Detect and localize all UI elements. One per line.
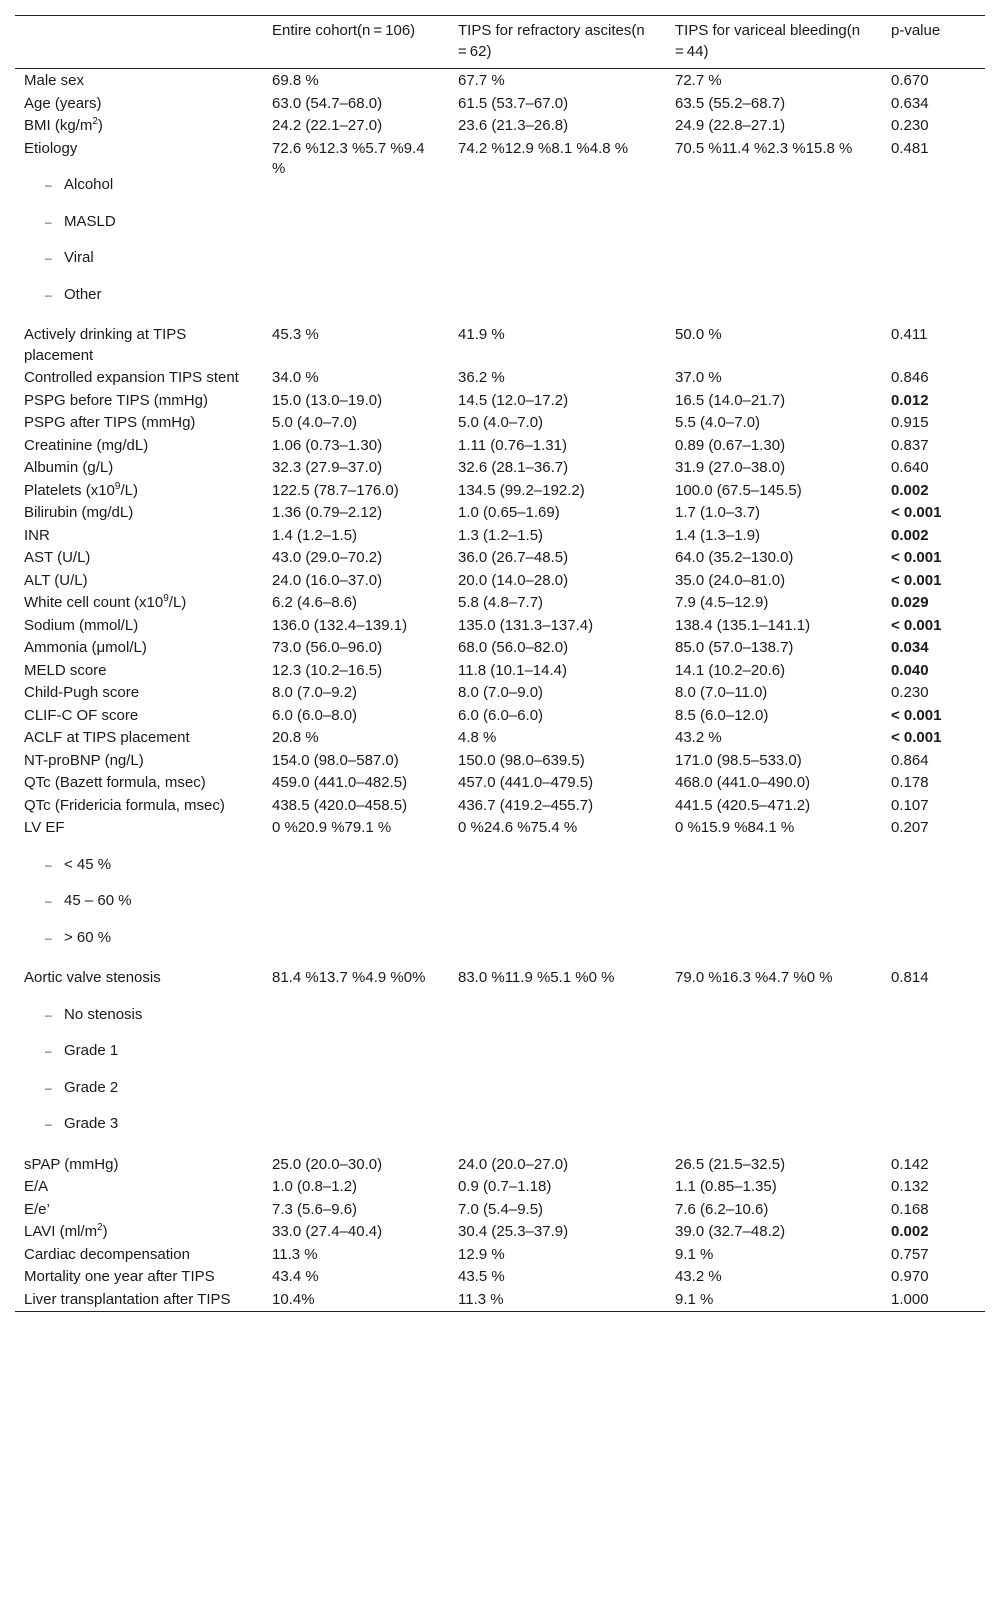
- p-value: < 0.001: [891, 549, 942, 566]
- variceal-bleeding-value: 50.0 %: [675, 326, 722, 343]
- entire-cohort-value: 12.3 (10.2–16.5): [272, 661, 383, 679]
- row-label-cell: [15, 324, 263, 367]
- header-cell-blank: [15, 16, 263, 69]
- refractory-ascites-value: 32.6 (28.1–36.7): [458, 459, 569, 476]
- entire-cohort-value: 34.0 %: [272, 369, 319, 386]
- table-row: [15, 93, 985, 116]
- refractory-ascites-value: 68.0 (56.0–82.0): [458, 639, 569, 656]
- header-cell-variceal-bleeding: TIPS for variceal bleeding(n = 44): [675, 22, 864, 60]
- variceal-bleeding-value: 26.5 (21.5–32.5): [675, 1155, 786, 1173]
- row-label-cell: [15, 750, 263, 773]
- entire-cohort-value: 72.6 %12.3 %5.7 %9.4 %: [272, 139, 425, 177]
- sub-category-item: – > 60 %: [64, 912, 255, 949]
- entire-cohort-value: 11.3 %: [272, 1245, 318, 1263]
- table-row: [15, 547, 985, 570]
- row-label-cell: [15, 502, 263, 525]
- variceal-bleeding-value: 35.0 (24.0–81.0): [675, 571, 786, 589]
- entire-cohort-value: 8.0 (7.0–9.2): [272, 684, 358, 701]
- refractory-ascites-value: 8.0 (7.0–9.0): [458, 684, 544, 701]
- row-label-superscript: 9: [114, 480, 121, 492]
- table-row: [15, 525, 985, 548]
- table-row: [15, 1199, 985, 1222]
- p-value: 0.846: [891, 369, 929, 386]
- row-label: Creatinine (mg/dL): [24, 436, 149, 454]
- row-label: QTc (Fridericia formula, msec): [24, 796, 225, 814]
- p-value: < 0.001: [891, 616, 942, 634]
- row-label-cell: [15, 682, 263, 705]
- variceal-bleeding-value: 1.1 (0.85–1.35): [675, 1178, 777, 1195]
- row-label: Platelets (x10: [24, 481, 115, 499]
- variceal-bleeding-value: 171.0 (98.5–533.0): [675, 751, 802, 769]
- table-row: [15, 412, 985, 435]
- row-label-cell: [15, 570, 263, 593]
- variceal-bleeding-value: 441.5 (420.5–471.2): [675, 796, 811, 814]
- refractory-ascites-value: 36.2 %: [458, 369, 505, 386]
- table-row: [15, 592, 985, 615]
- refractory-ascites-value: 11.8 (10.1–14.4): [458, 661, 567, 679]
- row-label: Actively drinking at TIPS placement: [24, 326, 187, 364]
- header-row: [15, 16, 985, 69]
- p-value: < 0.001: [891, 504, 942, 521]
- entire-cohort-value: 81.4 %13.7 %4.9 %0%: [272, 969, 426, 986]
- p-value: 0.132: [891, 1178, 929, 1195]
- entire-cohort-value: 5.0 (4.0–7.0): [272, 414, 358, 431]
- refractory-ascites-value: 67.7 %: [458, 72, 505, 89]
- refractory-ascites-value: 74.2 %12.9 %8.1 %4.8 %: [458, 139, 629, 157]
- row-label: NT-proBNP (ng/L): [24, 751, 144, 769]
- entire-cohort-value: 43.4 %: [272, 1268, 319, 1285]
- row-label: Cardiac decompensation: [24, 1245, 190, 1263]
- table-row: [15, 967, 985, 1154]
- table-row: [15, 1221, 985, 1244]
- row-label-cell: [15, 1289, 263, 1312]
- entire-cohort-value: 154.0 (98.0–587.0): [272, 751, 399, 769]
- entire-cohort-value: 1.4 (1.2–1.5): [272, 526, 358, 544]
- entire-cohort-value: 73.0 (56.0–96.0): [272, 639, 383, 656]
- row-label-cell: [15, 390, 263, 413]
- table-row: [15, 1176, 985, 1199]
- row-label: Bilirubin (mg/dL): [24, 504, 134, 521]
- entire-cohort-value: 122.5 (78.7–176.0): [272, 481, 399, 499]
- entire-cohort-value: 24.2 (22.1–27.0): [272, 117, 383, 134]
- variceal-bleeding-value: 1.7 (1.0–3.7): [675, 504, 761, 521]
- row-label: ACLF at TIPS placement: [24, 729, 190, 746]
- refractory-ascites-value: 43.5 %: [458, 1268, 505, 1285]
- row-label-cell: [15, 967, 263, 1154]
- p-value: 0.634: [891, 94, 929, 112]
- p-value: 0.002: [891, 526, 929, 544]
- entire-cohort-value: 20.8 %: [272, 729, 319, 746]
- refractory-ascites-value: 61.5 (53.7–67.0): [458, 94, 569, 112]
- header-cell-p-value: p-value: [891, 22, 941, 39]
- refractory-ascites-value: 1.3 (1.2–1.5): [458, 526, 544, 544]
- refractory-ascites-value: 36.0 (26.7–48.5): [458, 549, 569, 566]
- row-label-cell: [15, 525, 263, 548]
- variceal-bleeding-value: 37.0 %: [675, 369, 722, 386]
- row-label-cell: [15, 615, 263, 638]
- row-label-cell: [15, 795, 263, 818]
- row-label-cell: [15, 367, 263, 390]
- row-label: E/A: [24, 1178, 49, 1195]
- p-value: < 0.001: [891, 571, 942, 589]
- row-label-cell: [15, 660, 263, 683]
- p-value: 0.002: [891, 481, 929, 499]
- sub-category-item: – No stenosis: [64, 989, 255, 1026]
- row-label-cell: [15, 1221, 263, 1244]
- table-row: [15, 772, 985, 795]
- row-label-superscript: 9: [163, 593, 169, 604]
- entire-cohort-value: 33.0 (27.4–40.4): [272, 1223, 383, 1240]
- p-value: 0.168: [891, 1200, 929, 1218]
- row-label: Mortality one year after TIPS: [24, 1268, 215, 1285]
- variceal-bleeding-value: 138.4 (135.1–141.1): [675, 616, 811, 634]
- table-row: [15, 637, 985, 660]
- row-label-cell: [15, 705, 263, 728]
- p-value: 0.481: [891, 139, 929, 157]
- row-label: MELD score: [24, 661, 107, 679]
- row-label-cell: [15, 115, 263, 138]
- p-value: 0.012: [891, 391, 929, 409]
- row-label-cell: [15, 138, 263, 325]
- row-label: Ammonia (μmol/L): [24, 639, 147, 656]
- table-row: [15, 435, 985, 458]
- table-row: [15, 817, 985, 967]
- table-row: [15, 570, 985, 593]
- row-label-cell: [15, 592, 263, 615]
- p-value: 0.970: [891, 1268, 929, 1285]
- refractory-ascites-value: 12.9 %: [458, 1245, 505, 1263]
- entire-cohort-value: 438.5 (420.0–458.5): [272, 796, 408, 814]
- p-value: 0.640: [891, 459, 929, 476]
- row-label-cell: [15, 412, 263, 435]
- refractory-ascites-value: 20.0 (14.0–28.0): [458, 571, 569, 589]
- p-value: 0.178: [891, 774, 929, 791]
- variceal-bleeding-value: 0 %15.9 %84.1 %: [675, 819, 795, 836]
- variceal-bleeding-value: 100.0 (67.5–145.5): [675, 481, 802, 499]
- variceal-bleeding-value: 9.1 %: [675, 1290, 714, 1308]
- variceal-bleeding-value: 1.4 (1.3–1.9): [675, 526, 761, 544]
- p-value: 0.837: [891, 436, 929, 454]
- p-value: 0.814: [891, 969, 929, 986]
- table-row: [15, 705, 985, 728]
- refractory-ascites-value: 14.5 (12.0–17.2): [458, 391, 569, 409]
- sub-category-item: – Grade 2: [64, 1062, 255, 1099]
- entire-cohort-value: 45.3 %: [272, 326, 319, 343]
- row-label-suffix: /L): [120, 481, 138, 499]
- table-row: [15, 682, 985, 705]
- entire-cohort-value: 10.4%: [272, 1290, 315, 1308]
- sub-category-list: [24, 989, 255, 1153]
- row-label: Etiology: [24, 139, 78, 157]
- entire-cohort-value: 1.0 (0.8–1.2): [272, 1178, 358, 1195]
- variceal-bleeding-value: 468.0 (441.0–490.0): [675, 774, 811, 791]
- entire-cohort-value: 6.2 (4.6–8.6): [272, 594, 358, 611]
- row-label-cell: [15, 1176, 263, 1199]
- sub-category-list: [24, 159, 255, 323]
- variceal-bleeding-value: 72.7 %: [675, 72, 722, 89]
- row-label: Liver transplantation after TIPS: [24, 1290, 231, 1308]
- entire-cohort-value: 32.3 (27.9–37.0): [272, 459, 383, 476]
- table-row: [15, 480, 985, 503]
- p-value: 0.864: [891, 751, 929, 769]
- row-label: Age (years): [24, 94, 102, 112]
- row-label-cell: [15, 69, 263, 93]
- baseline-characteristics-table: [15, 15, 985, 1312]
- variceal-bleeding-value: 7.6 (6.2–10.6): [675, 1200, 769, 1218]
- row-label: CLIF-C OF score: [24, 706, 139, 724]
- header-cell-refractory-ascites: TIPS for refractory ascites(n = 62): [458, 22, 648, 60]
- variceal-bleeding-value: 85.0 (57.0–138.7): [675, 639, 794, 656]
- row-label: INR: [24, 526, 50, 544]
- variceal-bleeding-value: 14.1 (10.2–20.6): [675, 661, 786, 679]
- row-label: Sodium (mmol/L): [24, 616, 139, 634]
- row-label-cell: [15, 435, 263, 458]
- table-row: [15, 750, 985, 773]
- table-row: [15, 615, 985, 638]
- table-row: [15, 727, 985, 750]
- entire-cohort-value: 459.0 (441.0–482.5): [272, 774, 408, 791]
- variceal-bleeding-value: 31.9 (27.0–38.0): [675, 459, 786, 476]
- p-value: 0.002: [891, 1223, 929, 1240]
- refractory-ascites-value: 5.8 (4.8–7.7): [458, 594, 544, 611]
- row-label: Male sex: [24, 72, 85, 89]
- variceal-bleeding-value: 8.5 (6.0–12.0): [675, 706, 769, 724]
- refractory-ascites-value: 134.5 (99.2–192.2): [458, 481, 585, 499]
- variceal-bleeding-value: 16.5 (14.0–21.7): [675, 391, 786, 409]
- row-label-cell: [15, 1154, 263, 1177]
- row-label: PSPG before TIPS (mmHg): [24, 391, 208, 409]
- entire-cohort-value: 15.0 (13.0–19.0): [272, 391, 383, 409]
- row-label: E/e’: [24, 1200, 50, 1218]
- p-value: 0.142: [891, 1155, 929, 1173]
- variceal-bleeding-value: 0.89 (0.67–1.30): [675, 436, 786, 454]
- p-value: 0.107: [891, 796, 929, 814]
- row-label: sPAP (mmHg): [24, 1155, 119, 1173]
- row-label-cell: [15, 1199, 263, 1222]
- entire-cohort-value: 1.06 (0.73–1.30): [272, 436, 383, 454]
- row-label: QTc (Bazett formula, msec): [24, 774, 206, 791]
- refractory-ascites-value: 11.3 %: [458, 1290, 504, 1308]
- header-cell-entire-cohort: Entire cohort(n = 106): [272, 22, 416, 39]
- variceal-bleeding-value: 64.0 (35.2–130.0): [675, 549, 794, 566]
- entire-cohort-value: 24.0 (16.0–37.0): [272, 571, 383, 589]
- p-value: 0.757: [891, 1245, 929, 1263]
- variceal-bleeding-value: 39.0 (32.7–48.2): [675, 1223, 786, 1240]
- row-label: Aortic valve stenosis: [24, 969, 161, 986]
- refractory-ascites-value: 24.0 (20.0–27.0): [458, 1155, 569, 1173]
- row-label-cell: [15, 637, 263, 660]
- row-label: LAVI (ml/m: [24, 1223, 98, 1240]
- entire-cohort-value: 43.0 (29.0–70.2): [272, 549, 383, 566]
- row-label: Child-Pugh score: [24, 684, 140, 701]
- entire-cohort-value: 1.36 (0.79–2.12): [272, 504, 383, 521]
- p-value: 0.230: [891, 684, 929, 701]
- sub-category-list: [24, 839, 255, 967]
- entire-cohort-value: 0 %20.9 %79.1 %: [272, 819, 392, 836]
- table-row: [15, 390, 985, 413]
- variceal-bleeding-value: 43.2 %: [675, 1268, 722, 1285]
- entire-cohort-value: 25.0 (20.0–30.0): [272, 1155, 383, 1173]
- p-value: < 0.001: [891, 706, 942, 724]
- row-label-suffix: /L): [168, 594, 187, 611]
- variceal-bleeding-value: 5.5 (4.0–7.0): [675, 414, 761, 431]
- row-label-cell: [15, 772, 263, 795]
- row-label-cell: [15, 1244, 263, 1267]
- table-row: [15, 795, 985, 818]
- table-row: [15, 324, 985, 367]
- sub-category-item: – Alcohol: [64, 159, 255, 196]
- variceal-bleeding-value: 79.0 %16.3 %4.7 %0 %: [675, 969, 833, 986]
- p-value: 0.915: [891, 414, 929, 431]
- sub-category-item: – Grade 3: [64, 1098, 255, 1135]
- table-row: [15, 502, 985, 525]
- variceal-bleeding-value: 9.1 %: [675, 1245, 714, 1263]
- table-row: [15, 1244, 985, 1267]
- sub-category-item: – < 45 %: [64, 839, 255, 876]
- entire-cohort-value: 6.0 (6.0–8.0): [272, 706, 358, 724]
- row-label-cell: [15, 1266, 263, 1289]
- row-label: LV EF: [24, 819, 65, 836]
- table-row: [15, 660, 985, 683]
- row-label-cell: [15, 547, 263, 570]
- row-label: AST (U/L): [24, 549, 91, 566]
- row-label-cell: [15, 817, 263, 967]
- row-label-cell: [15, 93, 263, 116]
- p-value: 0.411: [891, 326, 928, 343]
- sub-category-item: – 45 – 60 %: [64, 875, 255, 912]
- table-row: [15, 457, 985, 480]
- row-label: BMI (kg/m: [24, 117, 93, 134]
- row-label-superscript: 2: [97, 1222, 103, 1233]
- row-label-superscript: 2: [92, 116, 98, 127]
- row-label: ALT (U/L): [24, 571, 88, 589]
- refractory-ascites-value: 83.0 %11.9 %5.1 %0 %: [458, 969, 615, 986]
- refractory-ascites-value: 30.4 (25.3–37.9): [458, 1223, 569, 1240]
- sub-category-item: – Grade 1: [64, 1025, 255, 1062]
- refractory-ascites-value: 7.0 (5.4–9.5): [458, 1200, 544, 1218]
- table-row: [15, 1154, 985, 1177]
- refractory-ascites-value: 0 %24.6 %75.4 %: [458, 819, 578, 836]
- table-row: [15, 115, 985, 138]
- sub-category-item: – MASLD: [64, 196, 255, 233]
- entire-cohort-value: 7.3 (5.6–9.6): [272, 1200, 358, 1218]
- row-label-cell: [15, 480, 263, 503]
- table-row: [15, 1266, 985, 1289]
- refractory-ascites-value: 0.9 (0.7–1.18): [458, 1178, 552, 1195]
- refractory-ascites-value: 150.0 (98.0–639.5): [458, 751, 585, 769]
- p-value: 0.029: [891, 594, 929, 611]
- table-row: [15, 1289, 985, 1312]
- entire-cohort-value: 63.0 (54.7–68.0): [272, 94, 383, 112]
- row-label-suffix: ): [97, 117, 103, 134]
- p-value: 0.207: [891, 819, 929, 836]
- p-value: 0.040: [891, 661, 929, 679]
- row-label: Albumin (g/L): [24, 459, 114, 476]
- refractory-ascites-value: 4.8 %: [458, 729, 497, 746]
- variceal-bleeding-value: 24.9 (22.8–27.1): [675, 117, 786, 134]
- refractory-ascites-value: 23.6 (21.3–26.8): [458, 117, 569, 134]
- p-value: 1.000: [891, 1290, 929, 1308]
- sub-category-item: – Viral: [64, 232, 255, 269]
- entire-cohort-value: 136.0 (132.4–139.1): [272, 616, 408, 634]
- table-body: [15, 69, 985, 1312]
- refractory-ascites-value: 6.0 (6.0–6.0): [458, 706, 544, 724]
- row-label: White cell count (x10: [24, 594, 164, 611]
- p-value: 0.670: [891, 72, 929, 89]
- row-label-suffix: ): [102, 1223, 108, 1240]
- table-row: [15, 367, 985, 390]
- refractory-ascites-value: 436.7 (419.2–455.7): [458, 796, 594, 814]
- variceal-bleeding-value: 63.5 (55.2–68.7): [675, 94, 786, 112]
- p-value: 0.034: [891, 639, 929, 656]
- table-row: [15, 138, 985, 325]
- refractory-ascites-value: 1.0 (0.65–1.69): [458, 504, 560, 521]
- refractory-ascites-value: 135.0 (131.3–137.4): [458, 616, 594, 634]
- row-label-cell: [15, 457, 263, 480]
- variceal-bleeding-value: 8.0 (7.0–11.0): [675, 684, 768, 701]
- row-label: Controlled expansion TIPS stent: [24, 369, 239, 386]
- variceal-bleeding-value: 43.2 %: [675, 729, 722, 746]
- p-value: 0.230: [891, 117, 929, 134]
- table-row: [15, 69, 985, 93]
- refractory-ascites-value: 457.0 (441.0–479.5): [458, 774, 594, 791]
- p-value: < 0.001: [891, 729, 942, 746]
- row-label: PSPG after TIPS (mmHg): [24, 414, 196, 431]
- refractory-ascites-value: 1.11 (0.76–1.31): [458, 436, 567, 454]
- sub-category-item: – Other: [64, 269, 255, 306]
- variceal-bleeding-value: 7.9 (4.5–12.9): [675, 594, 769, 611]
- entire-cohort-value: 69.8 %: [272, 72, 319, 89]
- refractory-ascites-value: 5.0 (4.0–7.0): [458, 414, 544, 431]
- row-label-cell: [15, 727, 263, 750]
- refractory-ascites-value: 41.9 %: [458, 326, 505, 343]
- variceal-bleeding-value: 70.5 %11.4 %2.3 %15.8 %: [675, 139, 853, 157]
